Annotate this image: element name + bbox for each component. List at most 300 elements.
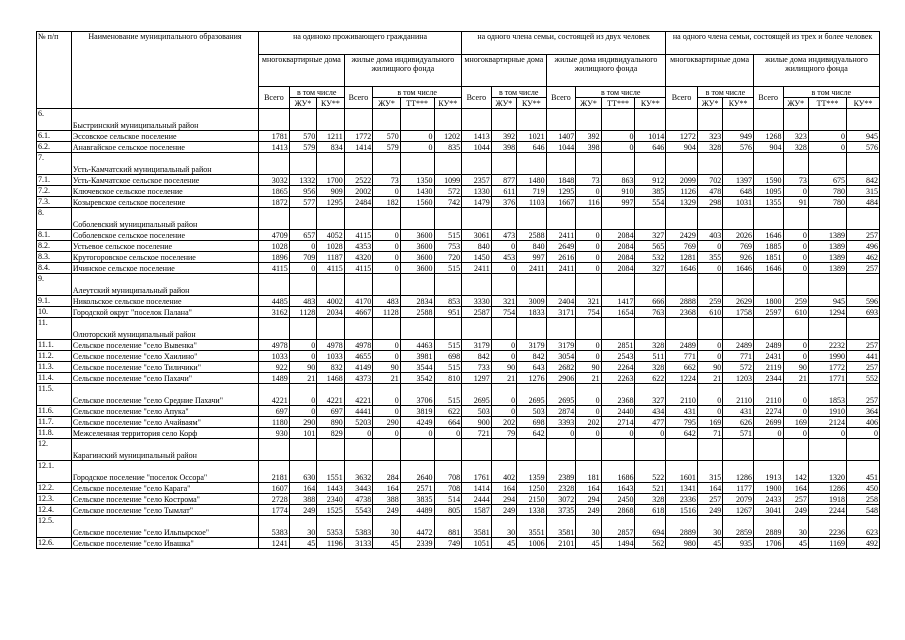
value-cell: 1095 [753,186,783,197]
value-cell: 0 [373,406,400,417]
value-cell [259,109,290,131]
value-cell: 2682 [546,362,576,373]
value-cell: 2411 [546,230,576,241]
value-cell: 3581 [546,516,576,538]
value-cell: 3542 [400,373,434,384]
value-cell: 1489 [259,373,290,384]
value-cell: 434 [635,406,666,417]
value-cell [576,153,601,175]
value-cell: 769 [723,241,754,252]
value-cell: 392 [576,131,601,142]
value-cell [783,109,808,131]
value-cell: 1103 [517,197,547,208]
value-cell: 249 [373,505,400,516]
value-cell: 2695 [517,384,547,406]
value-cell: 720 [434,252,462,263]
value-cell [783,208,808,230]
value-cell: 3162 [259,307,290,318]
value-cell: 0 [576,263,601,274]
value-cell: 0 [289,340,316,351]
value-cell: 1033 [259,351,290,362]
value-cell [462,109,492,131]
value-cell: 0 [289,263,316,274]
value-cell: 0 [783,351,808,362]
value-cell: 3133 [344,538,373,549]
value-cell: 294 [491,494,516,505]
value-cell: 355 [697,252,722,263]
header-total: Всего [344,87,373,109]
value-cell: 1587 [462,505,492,516]
value-cell: 622 [635,373,666,384]
value-cell: 45 [289,538,316,549]
row-name: Сельское поселение "село Пахачи" [71,373,258,384]
value-cell [344,208,373,230]
value-cell: 1468 [317,373,344,384]
value-cell: 642 [666,428,698,439]
value-cell [259,318,290,340]
header-total: Всего [462,87,492,109]
value-cell: 1872 [259,197,290,208]
value-cell: 0 [783,252,808,263]
value-cell [462,318,492,340]
value-cell: 2079 [723,494,754,505]
value-cell: 842 [846,175,879,186]
value-cell: 515 [434,340,462,351]
value-cell: 1772 [808,362,846,373]
value-cell [697,109,722,131]
value-cell: 698 [434,351,462,362]
value-cell [808,274,846,296]
value-cell: 521 [635,483,666,494]
table-row [37,373,880,384]
value-cell: 90 [576,362,601,373]
value-cell [317,208,344,230]
row-name: Сельское поселение "село Хаилино" [71,351,258,362]
value-cell: 3819 [400,406,434,417]
table-row [37,505,880,516]
value-cell: 4978 [317,340,344,351]
value-cell: 910 [601,186,635,197]
value-cell: 0 [373,428,400,439]
value-cell: 2440 [601,406,635,417]
value-cell: 1758 [723,307,754,318]
value-cell: 0 [697,384,722,406]
value-cell: 298 [697,197,722,208]
value-cell [783,274,808,296]
header-zhu: ЖУ* [289,98,316,109]
value-cell: 3179 [462,340,492,351]
value-cell: 0 [576,428,601,439]
value-cell: 1350 [400,175,434,186]
table-row [37,417,880,428]
value-cell: 73 [373,175,400,186]
value-cell: 1551 [317,461,344,483]
value-cell: 4052 [317,230,344,241]
value-cell: 2714 [601,417,635,428]
value-cell: 431 [666,406,698,417]
value-cell [400,274,434,296]
value-cell: 45 [697,538,722,549]
value-cell [317,274,344,296]
value-cell: 164 [289,483,316,494]
table-row [37,538,880,549]
table-row [37,384,880,406]
value-cell: 257 [846,340,879,351]
value-cell: 0 [697,263,722,274]
value-cell: 2110 [723,384,754,406]
value-cell: 3632 [344,461,373,483]
value-cell: 863 [601,175,635,186]
value-cell: 0 [635,428,666,439]
value-cell: 945 [846,131,879,142]
value-cell [697,318,722,340]
row-num: 7.2. [37,186,72,197]
value-cell: 753 [434,241,462,252]
value-cell: 21 [491,373,516,384]
value-cell: 1329 [666,197,698,208]
value-cell [697,153,722,175]
value-cell: 829 [317,428,344,439]
value-cell: 4463 [400,340,434,351]
value-cell: 0 [576,406,601,417]
value-cell: 2110 [753,384,783,406]
value-cell: 0 [373,351,400,362]
value-cell: 721 [462,428,492,439]
value-cell: 2851 [601,340,635,351]
value-cell: 2874 [546,406,576,417]
row-name: Соболевский муниципальный район [71,208,258,230]
value-cell: 0 [373,252,400,263]
value-cell: 840 [462,241,492,252]
table-row [37,351,880,362]
row-name: Межселенная территория село Корф [71,428,258,439]
value-cell: 328 [635,340,666,351]
value-cell [517,439,547,461]
value-cell: 2543 [601,351,635,362]
value-cell: 0 [373,263,400,274]
value-cell: 2336 [666,494,698,505]
row-num: 12.2. [37,483,72,494]
value-cell [400,208,434,230]
value-cell: 182 [373,197,400,208]
row-num: 8.2. [37,241,72,252]
value-cell: 2431 [753,351,783,362]
value-cell: 2357 [462,175,492,186]
value-cell: 2489 [723,340,754,351]
value-cell: 2411 [462,263,492,274]
value-cell [289,274,316,296]
value-cell [635,318,666,340]
value-cell: 91 [783,197,808,208]
value-cell: 1341 [666,483,698,494]
value-cell: 4667 [344,307,373,318]
value-cell: 164 [373,483,400,494]
value-cell: 1250 [517,483,547,494]
value-cell [400,153,434,175]
value-cell: 514 [434,494,462,505]
value-cell: 90 [697,362,722,373]
row-num: 11.8. [37,428,72,439]
value-cell: 2450 [601,494,635,505]
value-cell: 771 [666,351,698,362]
value-cell: 2339 [400,538,434,549]
value-cell: 662 [666,362,698,373]
value-cell [400,439,434,461]
value-cell: 392 [491,131,516,142]
value-cell: 1516 [666,505,698,516]
value-cell: 328 [635,362,666,373]
value-cell: 0 [373,241,400,252]
value-cell: 630 [289,461,316,483]
value-cell: 626 [723,417,754,428]
value-cell: 0 [783,340,808,351]
row-name: Сельское поселение "село Тиличики" [71,362,258,373]
row-num: 12. [37,439,72,461]
row-num: 11.4. [37,373,72,384]
header-apt: многоквартирные дома [666,55,754,87]
value-cell: 1389 [808,263,846,274]
value-cell: 30 [289,516,316,538]
value-cell: 0 [697,351,722,362]
value-cell: 1196 [317,538,344,549]
value-cell: 90 [373,362,400,373]
value-cell: 1800 [753,296,783,307]
value-cell: 385 [635,186,666,197]
value-cell: 0 [576,252,601,263]
value-cell: 1241 [259,538,290,549]
value-cell: 2859 [723,516,754,538]
value-cell: 912 [635,175,666,186]
value-cell: 315 [697,461,722,483]
header-tt: ТТ*** [601,98,635,109]
value-cell: 657 [289,230,316,241]
value-cell: 2588 [400,307,434,318]
value-cell: 0 [576,186,601,197]
value-cell: 90 [491,362,516,373]
value-cell: 249 [576,505,601,516]
value-cell: 2084 [601,263,635,274]
header-num: № п/п [37,32,72,109]
value-cell: 675 [808,175,846,186]
value-cell: 2889 [666,516,698,538]
value-cell: 73 [576,175,601,186]
value-cell: 900 [462,417,492,428]
value-cell: 483 [373,296,400,307]
value-cell: 101 [289,428,316,439]
value-cell: 643 [517,362,547,373]
value-cell: 2084 [601,241,635,252]
value-cell: 0 [400,428,434,439]
value-cell: 1224 [666,373,698,384]
header-ku: КУ** [434,98,462,109]
row-num: 11.2. [37,351,72,362]
value-cell [753,318,783,340]
value-cell: 328 [635,494,666,505]
value-cell [666,208,698,230]
row-name: Сельское поселение "село Апука" [71,406,258,417]
value-cell: 398 [491,142,516,153]
value-cell: 5383 [259,516,290,538]
value-cell: 0 [373,340,400,351]
value-cell: 1203 [723,373,754,384]
row-name: Карагинский муниципальный район [71,439,258,461]
value-cell: 257 [846,384,879,406]
value-cell [723,153,754,175]
value-cell: 327 [635,263,666,274]
section-row [37,208,880,230]
value-cell: 1389 [808,252,846,263]
value-cell: 259 [783,296,808,307]
section-row [37,318,880,340]
value-cell: 0 [753,428,783,439]
value-cell [846,153,879,175]
value-cell: 0 [491,263,516,274]
value-cell: 2110 [666,384,698,406]
value-cell: 45 [576,538,601,549]
value-cell: 0 [344,428,373,439]
value-cell: 1028 [259,241,290,252]
value-cell: 0 [491,241,516,252]
row-name: Сельское поселение "село Кострома" [71,494,258,505]
value-cell [753,153,783,175]
value-cell [491,318,516,340]
value-cell: 2857 [601,516,635,538]
value-cell: 4655 [344,351,373,362]
value-cell [434,153,462,175]
value-cell [697,208,722,230]
row-name: Соболевское сельское поселение [71,230,258,241]
value-cell: 0 [434,428,462,439]
value-cell [846,208,879,230]
value-cell: 2889 [753,516,783,538]
value-cell [344,318,373,340]
value-cell: 257 [846,263,879,274]
value-cell [462,274,492,296]
value-cell: 2695 [546,384,576,406]
value-cell [783,318,808,340]
value-cell: 3581 [462,516,492,538]
value-cell: 623 [846,516,879,538]
value-cell: 1413 [259,142,290,153]
value-cell: 2588 [517,230,547,241]
row-name: Козыревское сельское поселение [71,197,258,208]
value-cell: 1706 [753,538,783,549]
value-cell: 0 [846,428,879,439]
value-cell: 1389 [808,230,846,241]
value-cell: 496 [846,241,879,252]
value-cell: 327 [635,384,666,406]
value-cell: 548 [846,505,879,516]
value-cell: 1180 [259,417,290,428]
row-num: 6. [37,109,72,131]
value-cell: 2244 [808,505,846,516]
value-cell: 576 [723,142,754,153]
value-cell [289,318,316,340]
value-cell: 323 [697,131,722,142]
value-cell: 749 [434,538,462,549]
value-cell: 3330 [462,296,492,307]
value-cell [434,208,462,230]
header-tt: ТТ*** [808,98,846,109]
value-cell: 666 [635,296,666,307]
value-cell: 708 [434,483,462,494]
value-cell [491,109,516,131]
value-cell: 1169 [808,538,846,549]
value-cell: 2597 [753,307,783,318]
value-cell: 2649 [546,241,576,252]
value-cell: 922 [259,362,290,373]
row-num: 10. [37,307,72,318]
header-ku: КУ** [517,98,547,109]
row-num: 6.1. [37,131,72,142]
value-cell: 1330 [462,186,492,197]
header-apt: многоквартирные дома [462,55,547,87]
value-cell: 709 [289,252,316,263]
value-cell: 3600 [400,241,434,252]
value-cell: 1389 [808,241,846,252]
value-cell [601,109,635,131]
value-cell: 956 [289,186,316,197]
row-name: Сельское поселение "село Тымлат" [71,505,258,516]
row-num: 7.1. [37,175,72,186]
value-cell: 257 [783,494,808,505]
value-cell [289,208,316,230]
value-cell: 697 [317,406,344,417]
value-cell: 1281 [666,252,698,263]
value-cell: 0 [808,131,846,142]
value-cell: 1044 [546,142,576,153]
header-zhu: ЖУ* [373,98,400,109]
value-cell: 202 [491,417,516,428]
row-num: 11.1. [37,340,72,351]
value-cell: 572 [723,362,754,373]
value-cell: 780 [808,186,846,197]
value-cell: 1833 [517,307,547,318]
row-name: Алеутский муниципальный район [71,274,258,296]
value-cell: 1276 [517,373,547,384]
value-cell: 795 [666,417,698,428]
value-cell: 4115 [259,263,290,274]
table-row [37,197,880,208]
value-cell: 4249 [400,417,434,428]
value-cell [289,109,316,131]
value-cell [666,274,698,296]
row-name: Сельское поселение "село Ачайваям" [71,417,258,428]
row-name: Усть-Камчатский муниципальный район [71,153,258,175]
value-cell [491,439,516,461]
value-cell: 515 [434,362,462,373]
value-cell: 1202 [434,131,462,142]
value-cell: 30 [697,516,722,538]
value-cell: 90 [289,362,316,373]
value-cell: 453 [491,252,516,263]
value-cell [462,439,492,461]
value-cell [434,439,462,461]
value-cell: 249 [697,505,722,516]
value-cell: 0 [697,406,722,417]
value-cell: 21 [373,373,400,384]
value-cell: 0 [601,131,635,142]
value-cell: 0 [289,384,316,406]
table-row [37,406,880,417]
value-cell: 1021 [517,131,547,142]
value-cell: 451 [846,461,879,483]
value-cell [635,109,666,131]
value-cell: 810 [434,373,462,384]
header-total: Всего [753,87,783,109]
value-cell: 904 [753,142,783,153]
table-row [37,296,880,307]
